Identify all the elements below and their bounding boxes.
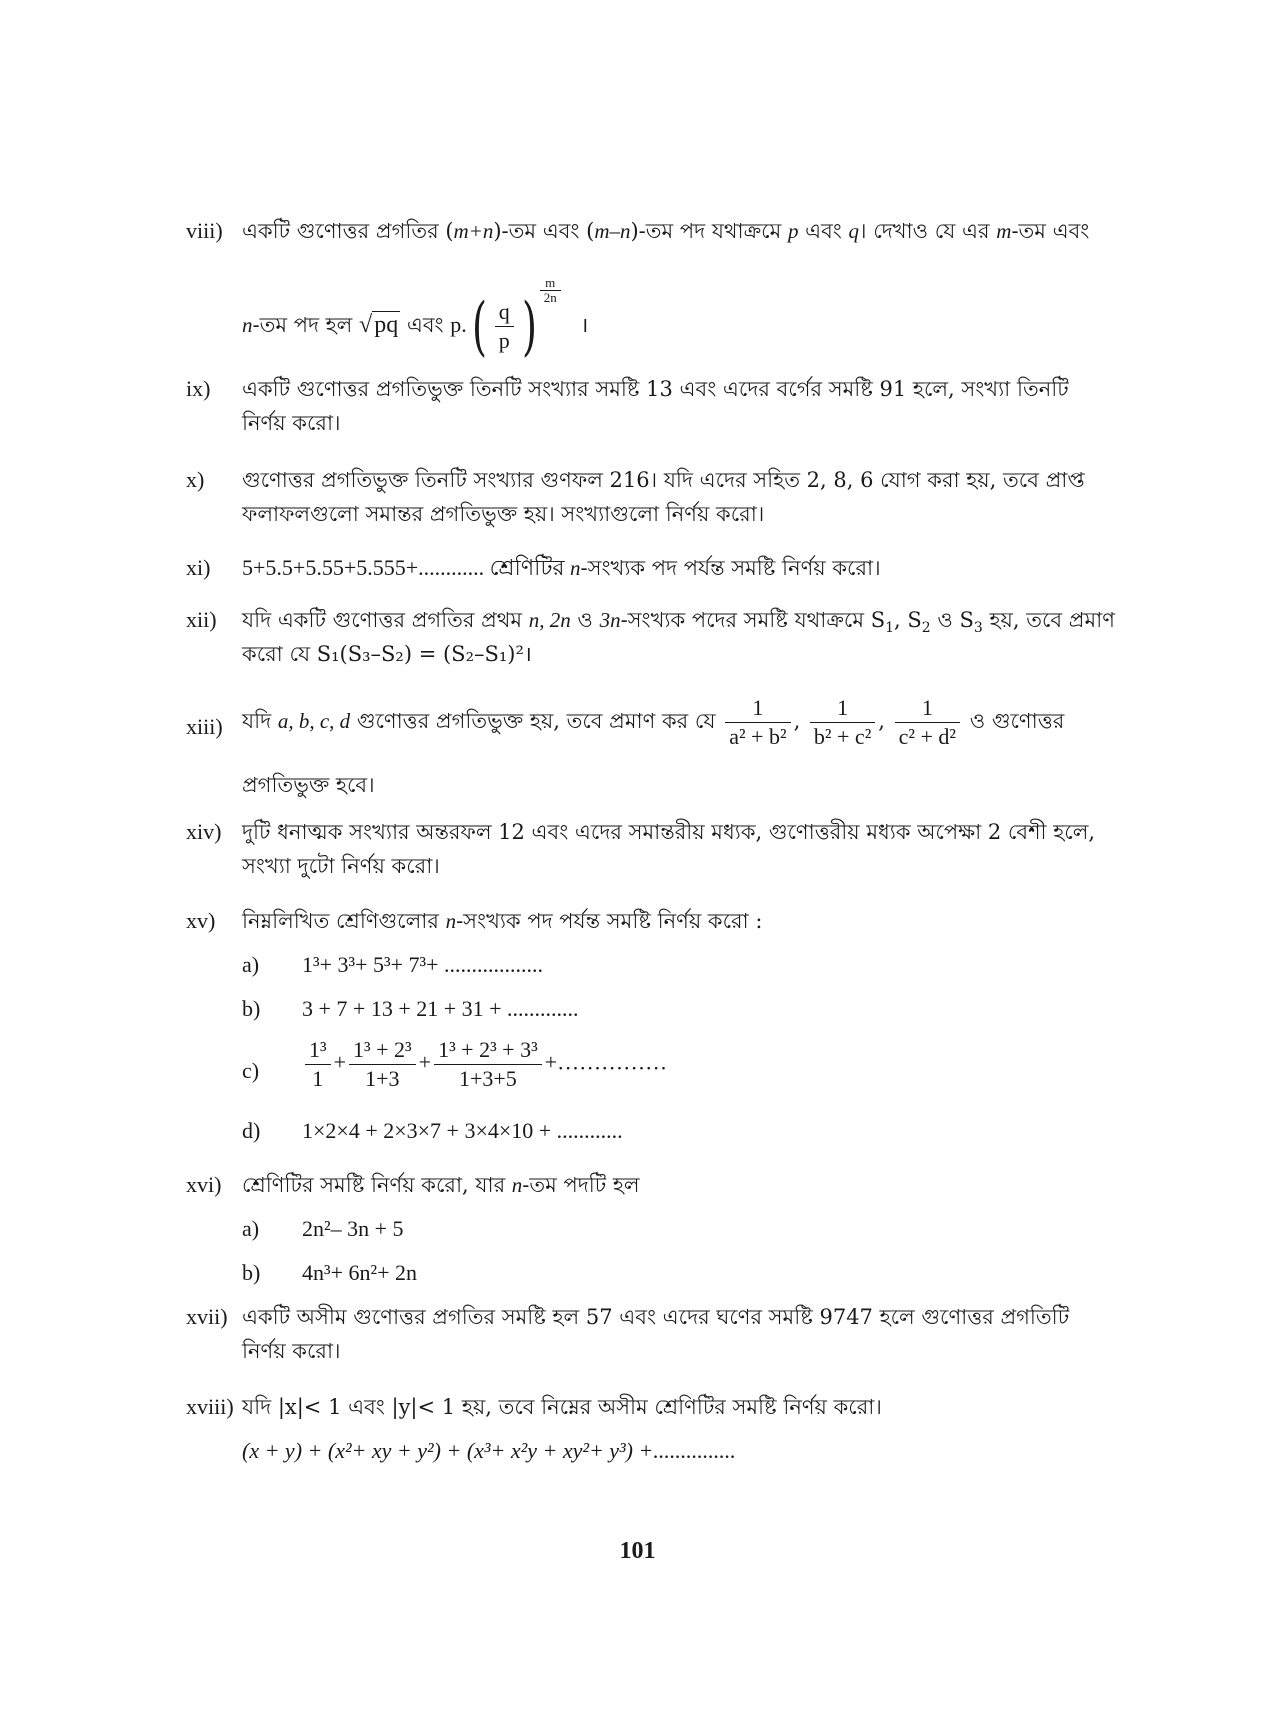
sub-item-a: a) 2n²– 3n + 5 <box>242 1216 404 1241</box>
problem-text: 5+5.5+5.55+5.555+............ শ্রেণিটির n-সংখ্যক পদ পর্যন্ত সমষ্টি নির্ণয় করো। <box>242 555 881 580</box>
problem-number: xvii) <box>186 1304 228 1329</box>
fraction: $\frac{1}{\text{c² + d²}}$ <box>895 694 960 751</box>
problem-xvii <box>186 1300 1116 1368</box>
problem-text-line: যদি |x|< 1 এবং |y|< 1 হয়, তবে নিম্নের অসীম শ্রেণিটির সমষ্টি নির্ণয় করো। <box>242 1395 882 1419</box>
problem-x <box>186 463 1116 531</box>
problem-number: xi) <box>186 555 211 580</box>
problem-number: xviii) <box>186 1394 234 1419</box>
sqrt-expression: √pq <box>359 312 399 338</box>
exponent-fraction: $\frac{m}{2n}$ <box>540 276 561 305</box>
problem-number: ix) <box>186 376 211 401</box>
problem-text-line: প্রগতিভুক্ত হবে। <box>242 773 375 797</box>
problem-text-line: একটি গুণোত্তর প্রগতির (m+n)-তম এবং (m–n)-তম পদ যথাক্রমে p এবং q। দেখাও যে এর m-তম এবং <box>242 219 1090 243</box>
problem-xvi <box>186 1168 1116 1290</box>
fraction: $\frac{\text{1³}}{1}$ <box>305 1036 331 1093</box>
fraction: $\frac{\text{1³ + 2³ + 3³}}{1+3+5}$ <box>434 1036 542 1093</box>
problem-ix <box>186 372 1116 440</box>
problem-xiv <box>186 815 1116 883</box>
problem-xi <box>186 551 1116 585</box>
fraction: $\frac{\text{1³ + 2³}}{1+3}$ <box>349 1036 416 1093</box>
sub-item-c: c) $\frac{\text{1³}}{1}$ + $\frac{\text{1³ + 2³}}{1+3}$ + $\frac{\text{1³ + 2³ + 3³}}{1+3+5}$ +…………… <box>242 1037 668 1091</box>
fraction: $\frac{q}{p}$ <box>495 298 514 355</box>
sub-item-b: b) 4n³+ 6n²+ 2n <box>242 1260 418 1285</box>
sub-item-d: d) 1×2×4 + 2×3×7 + 3×4×10 + ............ <box>242 1118 623 1143</box>
problem-text: একটি অসীম গুণোত্তর প্রগতির সমষ্টি হল 57 এবং এদের ঘণের সমষ্টি 9747 হলে গুণোত্তর প্রগতিটি নির্ণয় করো। <box>242 1305 1070 1363</box>
problem-number: xii) <box>186 607 217 632</box>
problem-xiii <box>186 694 1116 802</box>
problem-formula-line: n-তম পদ হল √pq এবং p.( $\frac{q}{p}$ ) $\frac{m}{2n}$ । <box>242 275 589 364</box>
problem-text-line: যদি একটি গুণোত্তর প্রগতির প্রথম n, 2n ও 3n-সংখ্যক পদের সমষ্টি যথাক্রমে $S_1$, $S_2$ ও $S_3$ হয়, তবে প্রমাণ <box>242 608 1115 637</box>
fraction: $\frac{1}{\text{a² + b²}}$ <box>725 694 790 751</box>
problem-text: গুণোত্তর প্রগতিভুক্ত তিনটি সংখ্যার গুণফল 216। যদি এদের সহিত 2, 8, 6 যোগ করা হয়, তবে প্রাপ্ত ফলাফলগুলো সমান্তর প্রগতিভুক্ত হয়। সংখ্যাগুলো নির্ণয় করো। <box>242 468 1085 526</box>
sub-item-b: b) 3 + 7 + 13 + 21 + 31 + ............. <box>242 996 579 1021</box>
problem-text-line: যদি a, b, c, d গুণোত্তর প্রগতিভুক্ত হয়, তবে প্রমাণ কর যে $\frac{1}{\text{a² + b²}}$ , $\frac{1}{\text{b² + c²}}$ , $\frac{1}{\text{c² + d²}}$ ও গুণোত্তর <box>242 695 1065 749</box>
problem-xv <box>186 904 1116 1148</box>
problem-number: xv) <box>186 908 216 933</box>
fraction: $\frac{1}{\text{b² + c²}}$ <box>810 694 875 751</box>
problem-text-line: করো যে S₁(S₃–S₂) = (S₂–S₁)²। <box>242 642 532 666</box>
problem-number: x) <box>186 467 205 492</box>
problem-xviii <box>186 1390 1116 1468</box>
problem-viii <box>186 214 1116 364</box>
problem-xii <box>186 603 1116 671</box>
problem-text: নিম্নলিখিত শ্রেণিগুলোর n-সংখ্যক পদ পর্যন্ত সমষ্টি নির্ণয় করো : <box>242 909 763 933</box>
problem-text: একটি গুণোত্তর প্রগতিভুক্ত তিনটি সংখ্যার সমষ্টি 13 এবং এদের বর্গের সমষ্টি 91 হলে, সংখ্যা তিনটি নির্ণয় করো। <box>242 377 1069 435</box>
problem-number: xvi) <box>186 1172 222 1197</box>
sub-item-a: a) 1³+ 3³+ 5³+ 7³+ .................. <box>242 952 544 977</box>
problem-text: শ্রেণিটির সমষ্টি নির্ণয় করো, যার n-তম পদটি হল <box>242 1173 640 1197</box>
problem-text: দুটি ধনাত্মক সংখ্যার অন্তরফল 12 এবং এদের সমান্তরীয় মধ্যক, গুণোত্তরীয় মধ্যক অপেক্ষা 2 বেশী হলে, সংখ্যা দুটো নির্ণয় করো। <box>242 820 1096 878</box>
problem-number: xiii) <box>186 714 223 739</box>
page-number: 101 <box>619 1538 656 1564</box>
problem-number: xiv) <box>186 819 222 844</box>
series-expression: (x + y) + (x²+ xy + y²) + (x³+ x²y + xy²+ y³) +............... <box>242 1438 736 1463</box>
problem-number: viii) <box>186 218 223 243</box>
